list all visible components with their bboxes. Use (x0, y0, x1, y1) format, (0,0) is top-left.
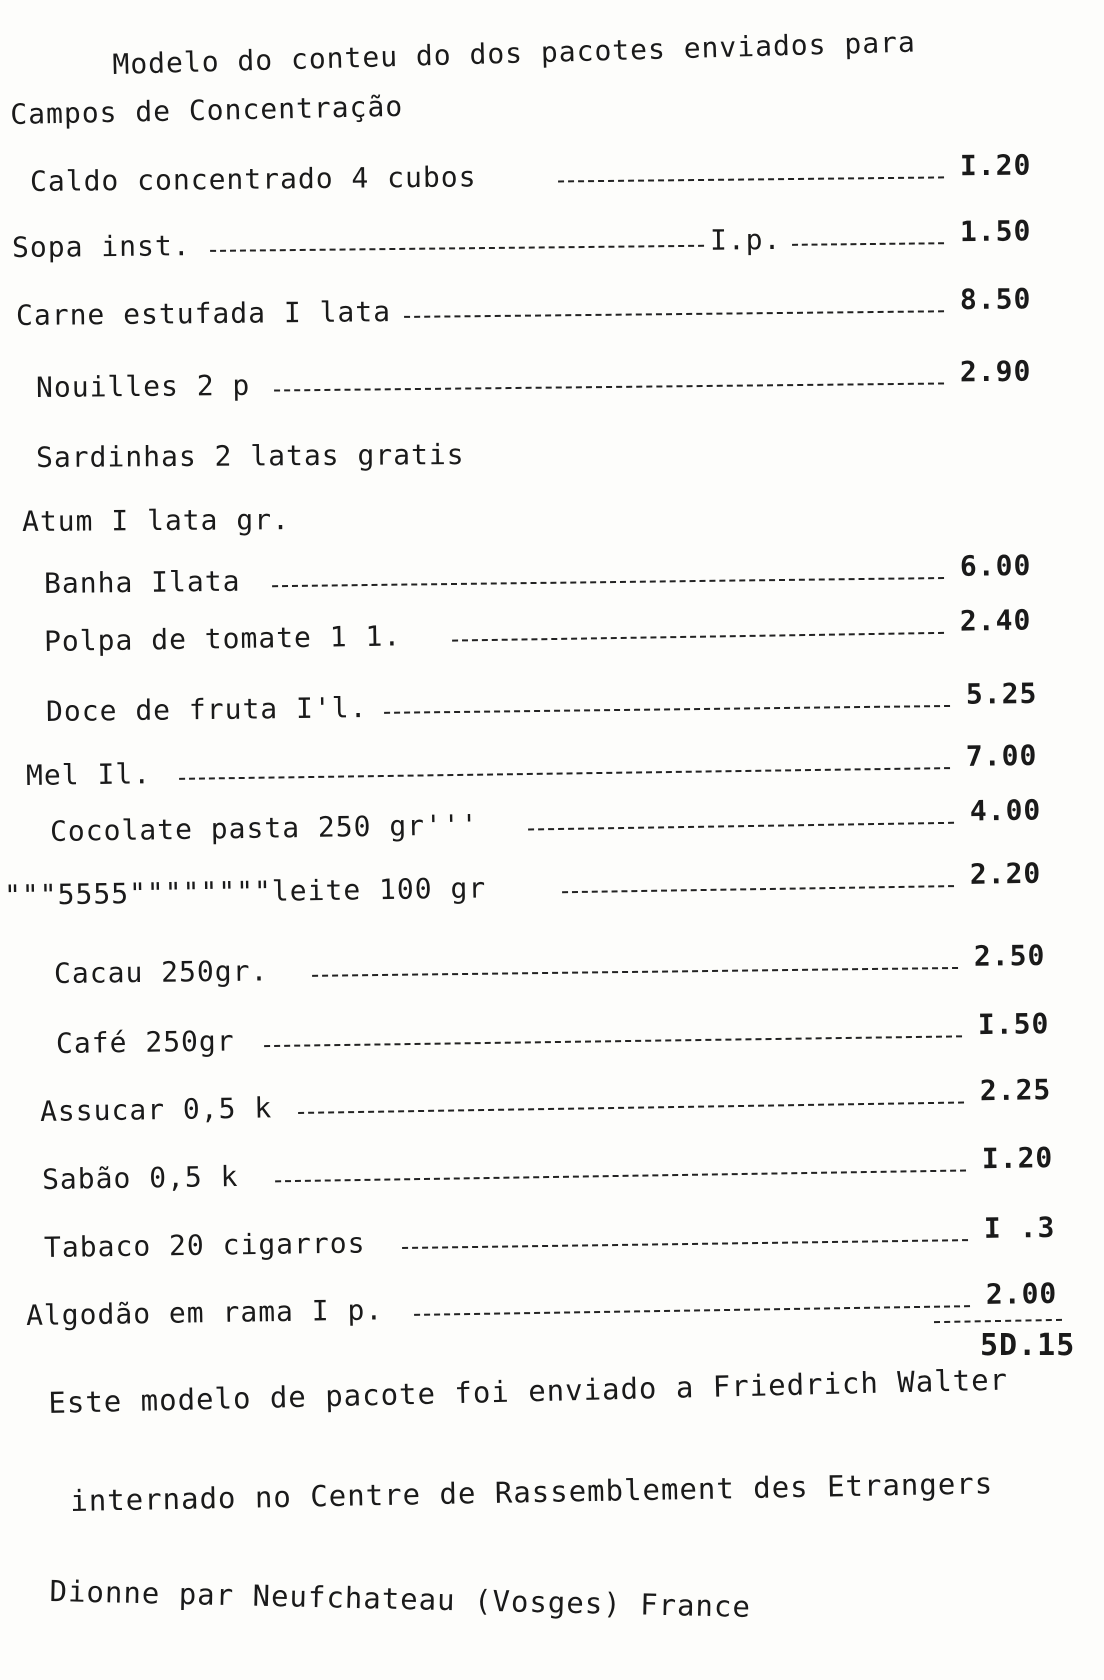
item-price: I .3 (983, 1210, 1056, 1245)
item-price: 2.00 (985, 1276, 1058, 1311)
item-price: 5.25 (965, 676, 1038, 711)
footer-line-3: Dionne par Neufchateau (Vosges) France (49, 1574, 752, 1624)
list-item (36, 353, 1070, 404)
list-item (26, 737, 1076, 792)
leader-dashes (312, 967, 958, 977)
item-label: Polpa de tomate 1 1. (43, 619, 402, 658)
list-item (22, 491, 1070, 538)
document-title: Modelo do conteu do dos pacotes enviados para (112, 25, 917, 81)
item-price: 4.00 (969, 793, 1042, 828)
list-item (50, 792, 1081, 848)
leader-dashes (792, 242, 944, 246)
leader-dashes (275, 1169, 966, 1182)
item-price: I.20 (959, 148, 1032, 183)
item-label: Doce de fruta I'l. (45, 691, 368, 728)
list-item (30, 147, 1070, 198)
item-label: Nouilles 2 p (35, 368, 251, 404)
list-item (46, 675, 1076, 728)
item-label: Sabão 0,5 k (41, 1159, 239, 1196)
item-price: 6.00 (959, 548, 1032, 583)
item-label: Café 250gr (55, 1024, 235, 1060)
list-item (54, 937, 1084, 990)
total-amount: 5D.15 (980, 1328, 1076, 1363)
item-label: Tabaco 20 cigarros (43, 1226, 366, 1264)
item-price: 2.90 (959, 354, 1032, 389)
list-item (44, 602, 1071, 658)
list-item (36, 427, 1070, 474)
item-label: Cacau 250gr. (53, 954, 269, 990)
list-item (40, 1072, 1090, 1128)
item-price: I.20 (981, 1141, 1054, 1176)
footer-line-1: Este modelo de pacote foi enviado a Friedrich Walter (48, 1362, 1009, 1420)
leader-dashes (272, 577, 944, 587)
leader-dashes (274, 382, 944, 391)
list-item (44, 547, 1070, 600)
item-label: Sopa inst. (11, 229, 191, 264)
item-price: I.50 (977, 1007, 1050, 1042)
item-label: Banha Ilata (43, 564, 241, 600)
list-item (44, 1209, 1094, 1264)
item-note: I.p. (709, 222, 782, 257)
item-label: Mel Il. (25, 757, 152, 792)
item-label: Assucar 0,5 k (39, 1091, 273, 1128)
leader-dashes (452, 632, 944, 642)
leader-dashes (558, 176, 944, 182)
list-item (42, 1140, 1092, 1196)
leader-dashes (298, 1101, 964, 1113)
list-item (26, 1275, 1096, 1332)
footer-line-2: internado no Centre de Rassemblement des Etrangers (70, 1466, 994, 1518)
document-subtitle: Campos de Concentração (10, 89, 404, 131)
leader-dashes (384, 705, 950, 714)
leader-dashes (404, 310, 944, 318)
item-label: Sardinhas 2 latas gratis (35, 438, 465, 474)
item-price: 8.50 (959, 282, 1032, 317)
list-item (4, 855, 1080, 912)
leader-dashes (562, 885, 954, 893)
item-label: Cocolate pasta 250 gr''' (49, 808, 479, 848)
item-price: 7.00 (965, 738, 1038, 773)
leader-dashes (210, 245, 704, 252)
item-label: """5555""""""""leite 100 gr (3, 871, 487, 912)
item-price: 2.50 (973, 938, 1046, 973)
item-label: Atum I lata gr. (21, 503, 291, 538)
item-label: Carne estufada I lata (15, 295, 392, 332)
item-label: Caldo concentrado 4 cubos (29, 160, 477, 198)
list-item (56, 1006, 1088, 1060)
item-price: 2.25 (979, 1073, 1052, 1108)
item-label: Algodão em rama I p. (25, 1293, 384, 1332)
total-separator (934, 1319, 1062, 1323)
leader-dashes (264, 1035, 962, 1047)
leader-dashes (414, 1305, 970, 1316)
leader-dashes (528, 822, 954, 831)
leader-dashes (179, 767, 950, 780)
item-price: 2.20 (969, 856, 1042, 891)
list-item (12, 213, 1070, 264)
item-price: 2.40 (959, 603, 1032, 638)
item-price: 1.50 (959, 214, 1032, 249)
list-item (16, 281, 1070, 332)
leader-dashes (402, 1239, 968, 1249)
